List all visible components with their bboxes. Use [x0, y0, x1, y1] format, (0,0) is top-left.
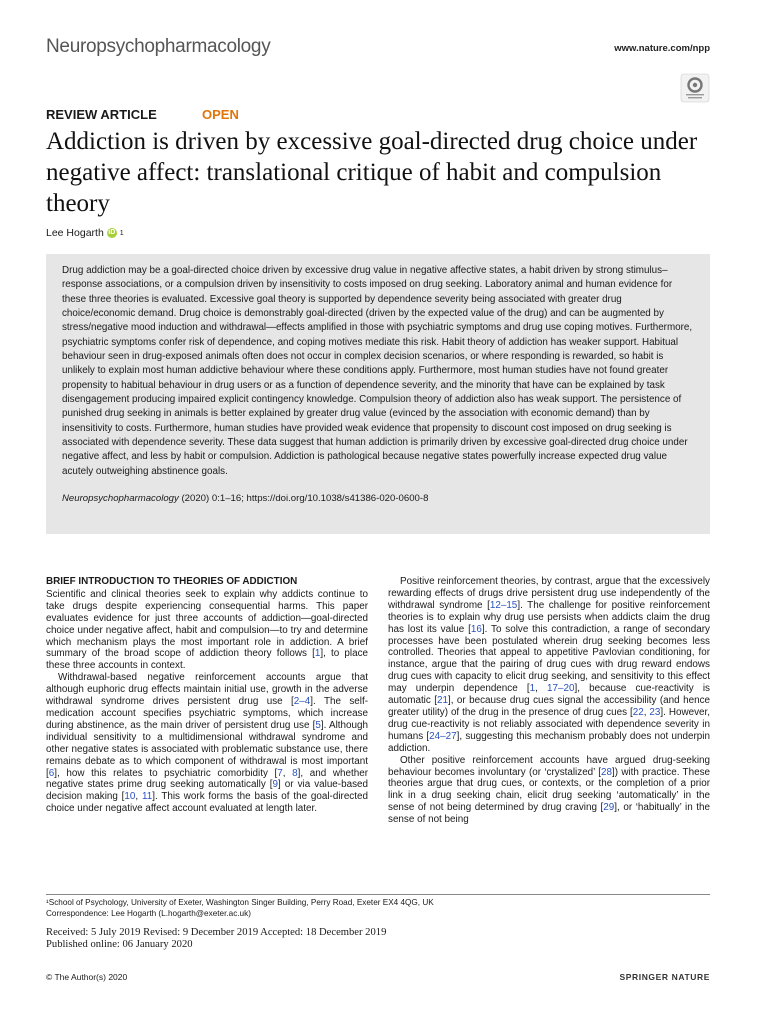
orcid-icon[interactable]: iD — [108, 229, 116, 236]
citation-line — [62, 493, 694, 504]
publication-dates — [46, 927, 386, 951]
received-revised-accepted: Received: 5 July 2019 Revised: 9 December 2019 Accepted: 18 December 2019 — [46, 927, 387, 938]
section-heading: BRIEF INTRODUCTION TO THEORIES OF ADDICTION — [46, 576, 298, 587]
body-paragraph: Positive reinforcement theories, by contrast, argue that the excessively rewarding effects of drugs drive persistent drug use independently of the withdrawal syndrome [12–15]. The challenge for positive reinforcement theories is to explain why drug use persists when addicts claim the drug has lost its value [16]. To solve this contradiction, a range of secondary processes have been postulated wherein drug seeking becomes less controlled. Theories that appeal to appetitive Pavlovian conditioning, for instance, argue that the pairing of drug cues with drug reward endows drug cues with capacity to elicit drug seeking, and sensitivity to this effect may underpin dependence [1, 17–20], because cue-reactivity is automatic [21], or because drug cues signal the accessibility (and hence greater utility) of the drug in the presence of drug cues [22, 23]. However, drug cue-reactivity is not reliably associated with dependence severity in humans [24–27], suggesting this mechanism probably does not underpin addiction. — [388, 576, 710, 754]
citation-journal: Neuropsychopharmacology — [62, 493, 179, 505]
abstract-text: Drug addiction may be a goal-directed choice driven by excessive drug value in negative affective states, a habit driven by strong stimulus–response associations, or a compulsion driven by insensitivity to costs imposed on drug seeking. Laboratory animal and human evidence for these three theories is evaluated. Excessive goal theory is supported by dependence severity being associated with greater drug choice/economic demand. Drug choice is demonstrably goal-directed (driven by the expected value of the drug) and can be augmented by stress/negative mood induction and withdrawal—effects amplified in those with psychiatric symptoms and drug use coping motives. Furthermore, psychiatric symptoms confer risk of dependence, and coping motives mediate this risk. Habit theory of addiction has weaker support. Habitual behaviour seen in drug-exposed animals often does not occur in complex decision scenarios, or where responding is rewarded, so habit is unlikely to explain most human addictive behaviour where these conditions apply. Furthermore, most human studies have not found greater propensity to habitual behaviour in drug users or as a function of dependence severity, and the minority that have can be explained by task disengagement producing impaired explicit contingency knowledge. Compulsion theory of addiction also has weak support. The persistence of punished drug seeking in animals is better explained by greater drug value (evinced by the association with economic demand) than by insensitivity to costs. Furthermore, human studies have provided weak evidence that propensity to discount cost imposed on drug seeking is associated with dependence severity. These data suggest that human addiction is primarily driven by excessive goal-directed drug choice under negative affect, and less by habit or compulsion. Addiction is pathological because negative states powerfully increase expected drug value acutely outweighing abstinence goals. — [62, 265, 693, 477]
reference-link[interactable]: 1 — [314, 648, 321, 660]
body-paragraph: Withdrawal-based negative reinforcement accounts argue that although euphoric drug effects maintain initial use, growth in the adverse withdrawal syndrome drives persistent drug use [2–4]. The self-medication account specifies psychiatric symptoms, which increase during abstinence, as the main driver of persistent drug use [5]. Although individual sensitivity to a multidimensional withdrawal syndrome and other negative states is associated with problematic substance use, there remains debate as to which component of withdrawal is most important [6], how this relates to psychiatric comorbidity [7, 8], and whether negative states prime drug seeking automatically [9] or via value-based decision making [10, 11]. This work forms the basis of the goal-directed choice under negative affect account evaluated at length later. — [46, 672, 368, 815]
reference-link[interactable]: 22 — [632, 706, 644, 718]
footnote — [46, 897, 434, 919]
copyright-notice: © The Author(s) 2020 — [46, 972, 128, 982]
body-column-right — [388, 576, 710, 826]
author-affiliation-marker: 1 — [119, 229, 124, 237]
footnote-divider — [46, 894, 710, 895]
check-for-updates-icon[interactable] — [680, 73, 710, 103]
reference-link[interactable]: 23 — [649, 706, 661, 718]
article-type-label: REVIEW ARTICLE — [46, 107, 157, 122]
reference-link[interactable]: 9 — [272, 779, 279, 791]
reference-link[interactable]: 8 — [292, 767, 298, 779]
affiliation-note: ¹School of Psychology, University of Exeter, Washington Singer Building, Perry Road, Exeter EX4 4QG, UK — [46, 898, 434, 907]
citation-doi[interactable]: (2020) 0:1–16; https://doi.org/10.1038/s41386-020-0600-8 — [178, 493, 429, 505]
correspondence-note[interactable]: Correspondence: Lee Hogarth (L.hogarth@exeter.ac.uk) — [46, 909, 251, 918]
reference-link[interactable]: 1 — [529, 683, 536, 695]
published-online: Published online: 06 January 2020 — [46, 939, 193, 950]
reference-link[interactable]: 2–4 — [293, 696, 311, 708]
author-name[interactable]: Lee Hogarth — [46, 227, 104, 239]
reference-link[interactable]: 12–15 — [489, 599, 518, 611]
reference-link[interactable]: 6 — [48, 767, 55, 779]
article-title: Addiction is driven by excessive goal-directed drug choice under negative affect: translational critique of habit and compulsion theory — [46, 128, 698, 217]
journal-url-link[interactable]: www.nature.com/npp — [614, 43, 710, 54]
reference-link[interactable]: 29 — [603, 802, 615, 814]
reference-link[interactable]: 24–27 — [429, 730, 457, 742]
reference-link[interactable]: 17–20 — [547, 683, 575, 695]
reference-link[interactable]: 16 — [470, 623, 482, 635]
publisher-logo: SPRINGER NATURE — [619, 972, 710, 982]
body-paragraph: Scientific and clinical theories seek to explain why addicts continue to take drugs despite experiencing consequential harms. This paper evaluates evidence for just three accounts of addiction—goal-directed choice under negative affect, habit and compulsion—to try and determine which mechanism plays the most important role in addiction. A brief summary of the broad scope of addiction theory follows [1], to place these three accounts in context. — [46, 588, 368, 672]
reference-link[interactable]: 11 — [141, 791, 153, 803]
reference-link[interactable]: 5 — [315, 719, 321, 731]
abstract-box — [46, 254, 710, 534]
body-paragraph: Other positive reinforcement accounts have argued drug-seeking behaviour becomes involuntary (or ‘crystalized’ [28]) with practice. These theories argue that drug cues, or contexts, or the completion of a prior link in a drug seeking chain, elicit drug seeking ‘automatically’ in the sense of not being determined by drug craving [29], or ‘habitually’ in the sense of not being — [388, 754, 711, 826]
reference-link[interactable]: 7 — [277, 767, 283, 779]
reference-link[interactable]: 10 — [124, 791, 136, 803]
reference-link[interactable]: 21 — [437, 695, 448, 707]
open-access-badge: OPEN — [202, 107, 239, 122]
author-line — [46, 227, 124, 239]
journal-name: Neuropsychopharmacology — [46, 36, 271, 57]
body-column-left — [46, 576, 368, 815]
reference-link[interactable]: 28 — [601, 766, 613, 778]
